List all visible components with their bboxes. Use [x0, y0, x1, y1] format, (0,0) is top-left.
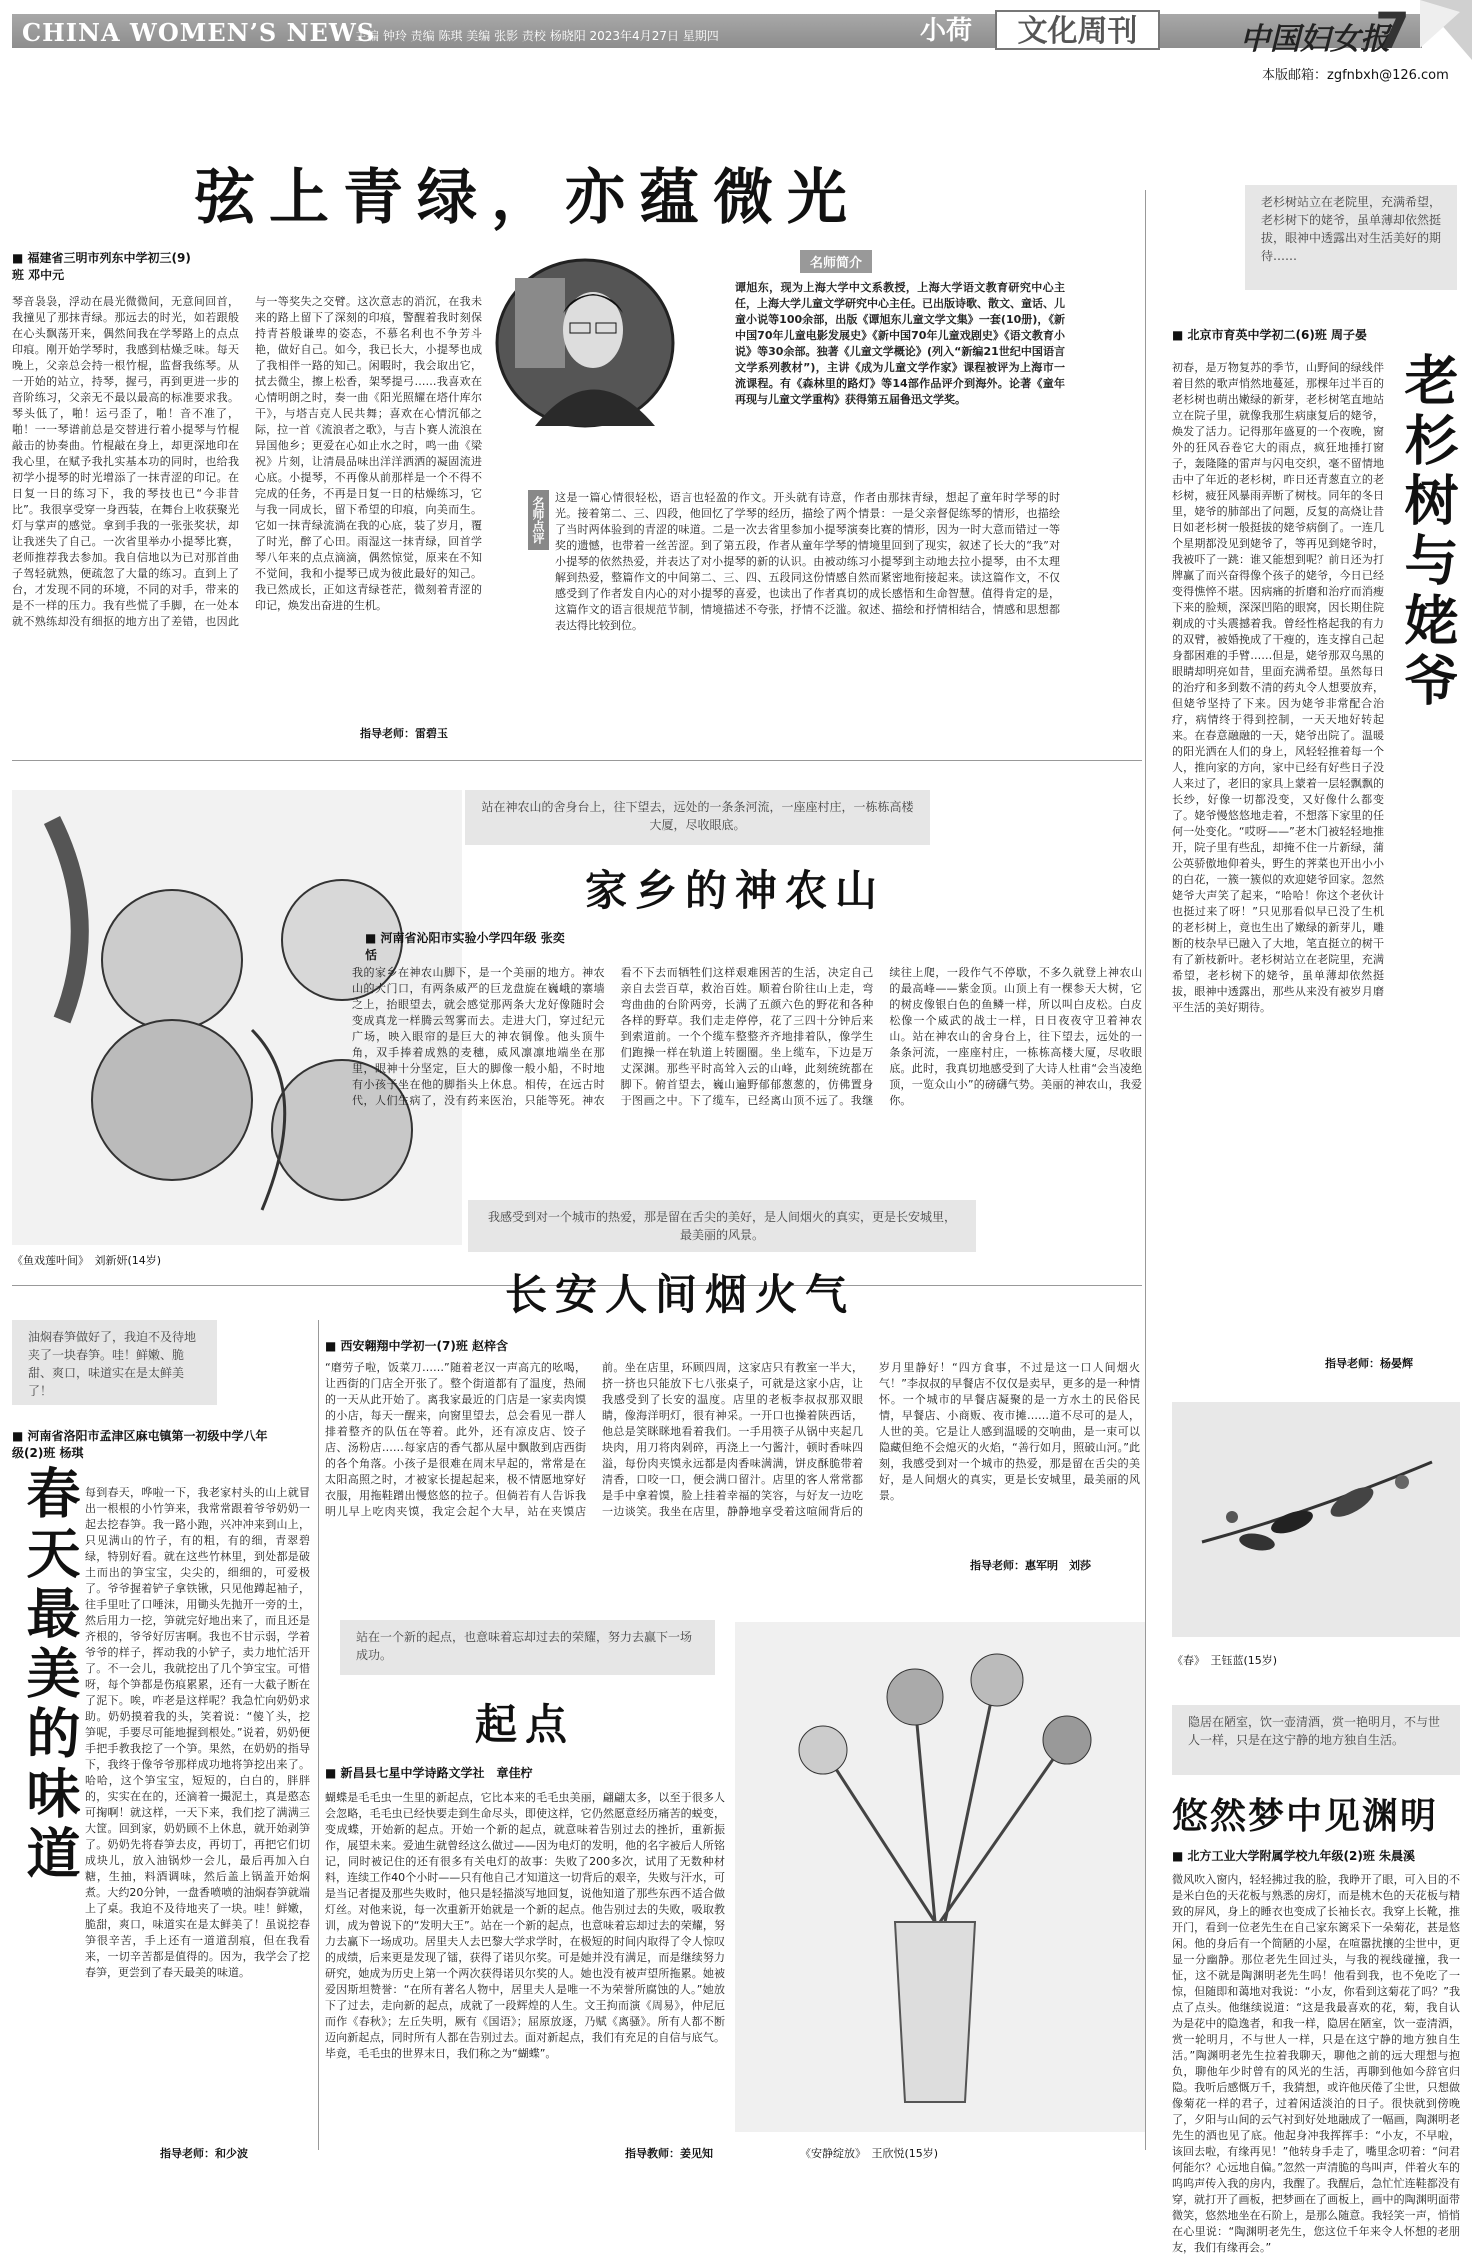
commentary-label: 名师点评 [528, 490, 549, 550]
chuntian-title: 春天最美的味道 [18, 1465, 82, 1885]
chuntian-quote: 油焖春笋做好了，我迫不及待地夹了一块春笋。哇！鲜嫩、脆甜、爽口，味道实在是太鲜美了！ [12, 1320, 217, 1405]
changan-teacher: 指导老师：惠军明 刘莎 [970, 1559, 1091, 1572]
corner-fold-icon [1420, 0, 1472, 60]
laoshan-body: 初春，是万物复苏的季节，山野间的绿线伴着目然的歌声悄然地蔓延，那棵年过半百的老杉树也萌出嫩绿的新芽，老杉树笔直地站立在院子里，就像我那生病康复后的姥爷，焕发了活力。记得那年盛夏的一个夜晚，窗外的狂风吞卷它大的雨点，疯狂地捶打窗子，轰隆隆的雷声与闪电交织，毫不留情地击中了年近的老杉树，昨日还青葱直立的老杉树，疲狂风暴雨弄断了树枝。同年的冬日里，姥爷的肺部出了问题，反复的高烧让昔日如老杉树一般挺拔的姥爷病倒了。一连几个星期都没见到姥爷了，等再见到姥爷时，我被吓了一跳：谁又能想到呢？前日还为打牌赢了而兴奋得像个孩子的姥爷，今日已经变得憔悴不堪。因病痛的折磨和治疗而消瘦下来的脸颊，深深凹陷的眼窝，因长期住院剃成的寸头震撼着我。曾经性格起我的有力的双臂，被婚挽成了干瘦的，连支撑自己起身都困难的手臂……但是，姥爷那双乌黑的眼睛却明亮如昔，里面充满希望。虽然每日的治疗和多到数不清的药丸令人想要放弃，但姥爷坚持了下来。因为姥爷非常配合治疗，病情终于得到控制，一天天地好转起来。在春意融融的一天，姥爷出院了。温暖的阳光洒在人们的身上，风轻轻推着每一个人，推向家的方向，家中已经有好些日子没人来过了，老旧的家具上蒙着一层轻飘飘的长纱，好像一切都没变，又好像什么都变了。姥爷慢悠悠地走着，不想落下家里的任何一处变化。“哎呀——”老木门被轻轻地推开，院子里有些乱，却掩不住一片新绿，蒲公英骄傲地仰着头，野生的荠菜也开出小小的白花，一簇一簇似的欢迎姥爷回家。忽然姥爷大声笑了起来，“哈哈！你这个老伙计也挺过来了呀！”只见那看似早已没了生机的老杉树上，竟也生出了嫩绿的新芽儿，雕断的枝杂早已融入了大地，笔直挺立的树干有了新枝新叶。老杉树站立在老院里，充满希望，老杉树下的姥爷，虽单薄却依然挺拔，眼神中透露出，那些从来没有被岁月磨平生活的美好期待。 [1172, 361, 1384, 1014]
article-title: 弦上青绿，亦蕴微光 [195, 163, 861, 233]
teacher-credit: 指导老师：雷碧玉 [360, 727, 448, 740]
changan-byline: ■ 西安翱翔中学初一(7)班 赵梓含 [325, 1339, 509, 1353]
painting-flowers-vase [735, 1622, 1145, 2132]
painting-spring [1172, 1402, 1460, 1637]
article-body: 琴音袅袅，浮动在晨光微微间，无意间回首，我撞见了那抹青绿。那远去的时光，如若跟般在心头飘荡开来，偶然间我在学琴路上的点点印痕。刚开始学琴时，我感到枯燥乏味。每天晚上，父亲总会持一根竹棍，监督我练琴。从一开始的站立，持琴，握弓，再到更进一步的音阶练习，父亲无不最以最高的标准要求我。琴头低了，啪！运弓歪了，啪！音不准了，啪！一一琴谱前总是交替进行着小提琴与竹棍敲击的协奏曲。竹棍敲在身上，却更深地印在我心里，在赋予我扎实基本功的同时，也给我初学小提琴的时光增添了一抹青涩的印记。在日复一日的练习下，我的琴技也已“今非昔比”。我很享受穿一身西装，在舞台上收获聚光灯与掌声的感觉。拿到手我的一张张奖状，却让我迷失了自己。一次省里举办小提琴比赛，老师推荐我去参加。我自信地以为已对那首曲子驾轻就熟，便疏忽了大量的练习。直到上了台，才发现不同的环境，不同的对手，带来的是不一样的压力。我有些慌了手脚，在一处本就不熟练却没有细抠的地方出了差错，也因此与一等奖失之交臂。这次意志的消沉，在我未来的路上留下了深刻的印痕，警醒着我时刻保持青苔般谦卑的姿态，不慕名利也不争芳斗艳，做好自己。如今，我已长大，小提琴也成了我相伴一路的知己。闲暇时，我会取出它，拭去微尘，擦上松香，架琴提弓……我喜欢在心情明朗之时，奏一曲《阳光照耀在塔什库尔干》，与塔吉克人民共舞；喜欢在心情沉郁之际，拉一首《流浪者之歌》，与吉卜赛人流浪在异国他乡；更爱在心如止水之时，鸣一曲《梁祝》片刻，让清晨品味出洋洋洒洒的凝固流进心底。小提琴，不再像从前那样是一个不得不完成的任务，不再是日复一日的枯燥练习，它与我一同成长，留下希望的印痕，向美而生。它如一抹青绿流淌在我的心底，装了岁月，覆了时光，醉了心田。雨湿这一抹青绿，回首学琴八年来的点点滴滴，偶然惊觉，原来在不知不觉间，我和小提琴已成为彼此最好的知己。我已然成长，正如这青绿苍茫，微刻着青涩的印记，焕发出奋进的生机。 [12, 295, 482, 628]
laoshan-title: 老杉树与姥爷 [1396, 352, 1460, 712]
shennong-title: 家乡的神农山 [585, 866, 886, 915]
chuntian-byline: ■ 河南省洛阳市孟津区麻屯镇第一初级中学八年级(2)班 杨琪 [12, 1429, 268, 1460]
shennong-byline: ■ 河南省沁阳市实验小学四年级 张奕恬 [365, 931, 565, 962]
changan-body: “磨劳子啦，饭菜刀……”随着老汉一声高亢的吆喝，让西街的门店全开张了。整个街道都有了温度，热闹的一天从此开始了。离我家最近的门店是一家卖肉馍的小店，每天一醒来，向窗里望去，总会看见一群人排着整齐的队伍在等着。此外，还有凉皮店、饺子店、汤粉店……每家店的香气都从屋中飘散到店西街的各个角落。小孩子是很难在周末早起的，常常是在太阳高照之时，才被家长提起起来，极不情愿地穿好衣服，用拖鞋蹭出慢悠悠的拉子。但倘若有人告诉我明儿早上吃肉夹馍，我定会起个大早，站在夹馍店前。坐在店里，环顾四周，这家店只有教室一半大，挤一挤也只能放下七八张桌子，可就是这家小店，让我感受到了长安的温度。店里的老板李叔叔那双眼睛，像海洋明灯，很有神采。一开口也操着陕西话，他总是笑眯眯地看着我们。一手用筷子从锅中夹起几块肉，用刀将肉剁碎，再浇上一勺酱汁，顿时香味四溢，每份肉夹馍永远都是肉香味满满，饼皮酥脆带着清香，口咬一口，便会满口留汁。店里的客人常常都是手中拿着馍，脸上挂着幸福的笑容，与好友一边吃一边谈笑。我坐在店里，静静地享受着这喧闹背后的岁月里静好！“四方食事，不过是这一口人间烟火气！”李叔叔的早餐店不仅仅是卖早，更多的是一种情怀。一个城市的早餐店凝聚的是一方水土的民俗民情，早餐店、小商贩、夜市摊……道不尽可的是人，人世的美。它是让人感到温暖的交响曲，是一束可以隐藏但绝不会熄灭的火焰，“善行如月，照破山河。”此刻，我感受到对一个城市的热爱，那是留在舌尖的美好，是人间烟火的真实，更是长安城里，最美丽的风景。 [325, 1361, 1140, 1518]
masthead-info: 主编 钟玲 责编 陈琪 美编 张影 责校 杨晓阳 2023年4月27日 星期四 [355, 29, 719, 43]
newspaper-name: CHINA WOMEN’S NEWS [22, 18, 376, 47]
qidian-quote: 站在一个新的起点，也意味着忘却过去的荣耀，努力去赢下一场成功。 [340, 1620, 715, 1675]
chuntian-teacher: 指导老师：和少波 [160, 2147, 248, 2160]
qidian-teacher: 指导教师：姜见知 [625, 2147, 713, 2160]
painting-caption: 《鱼戏莲叶间》 刘新妍(14岁) [12, 1254, 162, 1267]
section-title: 文化周刊 [995, 10, 1160, 50]
column-divider [1145, 190, 1146, 2150]
qidian-byline: ■ 新昌县七星中学诗路文学社 章佳柠 [325, 1766, 533, 1780]
masthead [0, 0, 1472, 62]
youran-body: 微风吹入窗内，轻轻拂过我的脸，我睁开了眼，可入目的不是米白色的天花板与熟悉的房灯，而是桃木色的天花板与精致的屏风，身上的睡衣也变成了长袖长衣。我穿上长靴，推开门，看到一位老先生在自己家东篱采下一朵菊花，甚是悠闲。他的身后有一个简陋的小屋，在喧嚣扰攘的尘世中，更显一分幽静。那位老先生回过头，与我的视线碰撞，我一怔，这不就是陶渊明老先生吗！他看到我，也不免吃了一惊，但随即和蔼地对我说：“小友，你看到这菊花了吗？”我点了点头。他继续说道：“这是我最喜欢的花，菊，我自认为是花中的隐逸者，和我一样，隐居在陋室，饮一壶清酒，赏一轮明月，不与世人一样，只是在这宁静的地方独自生活。”陶渊明老先生拉着我聊天，聊他之前的远大理想与抱负，聊他年少时曾有的风光的生活，再聊到他如今辞官归隐。我听后感慨万千，我猜想，或许他厌倦了尘世，只想做像菊花一样的君子，过着闲适淡泊的日子。很快就到傍晚了，夕阳与山间的云气衬到好处地融成了一幅画，陶渊明老先生的酒也见了底。他起身冲我挥挥手：“小友，不早啦，该回去啦，有缘再见！”他转身手走了，嘴里念叨着：“问君何能尔？心远地自偏。”忽然一声清脆的鸟叫声，伴着火车的呜呜声传入我的房内，我醒了。我醒后，急忙忙连鞋都没有穿，就打开了画板，把梦画在了画板上，画中的陶渊明面带微笑，悠然地坐在石阶上，是那么随意。我轻笑一声，悄悄在心里说：“陶渊明老先生，您这位千年来令人怀想的老朋友，我们有缘再会。” [1172, 1873, 1460, 2254]
changan-quote: 我感受到对一个城市的热爱，那是留在舌尖的美好，是人间烟火的真实，更是长安城里，最美丽的风景。 [468, 1200, 976, 1252]
teacher-intro: 谭旭东，现为上海大学中文系教授，上海大学语文教育研究中心主任，上海大学儿童文学研究中心主任。已出版诗歌、散文、童话、儿童小说等100余部，出版《谭旭东儿童文学文集》一套(10册)，《新中国70年儿童电影发展史》《新中国70年儿童戏剧史》《语文教育小说》等30余部。独著《儿童文学概论》(列入“新编21世纪中国语言文学系列教材”)，主讲《成为儿童文学作家》课程被评为上海市一流课程。有《森林里的路灯》等14部作品评介到海外。论著《童年再现与儿童文学重构》获得第五届鲁迅文学奖。 [735, 281, 1065, 406]
changan-title: 长安人间烟火气 [505, 1270, 856, 1319]
chuntian-body: 每到春天，哗啦一下，我老家村头的山上就冒出一根根的小竹笋来，我常常跟着爷爷奶奶一起去挖春笋。我一路小跑，兴冲冲来到山上，只见满山的竹子，有的粗，有的细，青翠碧绿，特别好看。就在这些竹林里，到处都是破土而出的笋宝宝，尖尖的，细细的，可爱极了。爷爷握着铲子拿铁锹，只见他蹲起袖子，往手里吐了口唾沫，用锄头先抛开一旁的土，然后用力一挖，笋就完好地出来了，而且还是齐根的，爷爷好厉害啊。我也不甘示弱，学着爷爷的样子，挥动我的小铲子，卖力地忙活开了。不一会儿，我就挖出了几个笋宝宝。可惜呀，每个笋都是伤痕累累，还有一大截子断在了泥下。唉，咋老是这样呢？我急忙向奶奶求助。奶奶摸着我的头，笑着说：“傻丫头，挖笋呢，手要尽可能地握到根处。”说着，奶奶便手把手教我挖了一个笋。果然，在奶奶的指导下，我终于像爷爷那样成功地将笋挖出来了。哈哈，这个笋宝宝，短短的，白白的，胖胖的，实实在在的，还滴着一撮泥土，真是憨态可掬啊！就这样，一天下来，我们挖了满满三大筐。回到家，奶奶顾不上休息，就开始剥笋了。奶奶先将春笋去皮，再切丁，再把它们切成块儿，放入油锅炒一会儿，最后再加入白糖，生抽，料酒调味，然后盖上锅盖开始焖煮。大约20分钟，一盘香喷喷的油焖春笋就端上了桌。我迫不及待地夹了一块。哇！鲜嫩，脆甜，爽口，味道实在是太鲜美了！虽说挖春笋很辛苦，手上还有一道道刮痕，但在我看来，一切辛苦都是值得的。因为，我学会了挖春笋，更尝到了春天最美的味道。 [85, 1486, 310, 1979]
youran-title: 悠然梦中见渊明 [1172, 1795, 1439, 1837]
row-divider [12, 760, 1142, 761]
shennong-body: 我的家乡在神农山脚下，是一个美丽的地方。神农山的大门口，有两条威严的巨龙盘旋在巍峨的寨墙之上，抬眼望去，就会感觉那两条大龙好像随时会变成真龙一样腾云驾雾而去。走进大门，穿过纪元广场，映入眼帘的是巨大的神农铜像。他头顶牛角，双手捧着成熟的麦穗，威风凛凛地端坐在那里，眼神十分坚定，巨大的脚像一般小船，不时地有小孩子坐在他的脚指头上休息。相传，在远古时代，人们生病了，没有药来医治，只能等死。神农看不下去而牺牲们这样艰难困苦的生活，决定自己亲自去尝百草，救治百姓。顺着台阶往山上走，弯弯曲曲的台阶两旁，长满了五颜六色的野花和各种各样的野草。我们走走停停，花了三四十分钟后来到索道前。一个个缆车整整齐齐地排着队，像学生们跑操一样在轨道上转圈圈。坐上缆车，下边是万丈深渊。那些平时高耸入云的山峰，此刻统统都在脚下。俯首望去，巍山遍野郁郁葱葱的，仿佛置身于图画之中。下了缆车，已经离山顶不远了。我继续往上爬，一段作气不停歇，不多久就登上神农山的最高峰——紫金顶。山顶上有一棵参天大树，它的树皮像银白色的鱼鳞一样，所以叫白皮松。白皮松像一个威武的战士一样，日日夜夜守卫着神农山。站在神农山的舍身台上，往下望去，远处的一条条河流，一座座村庄，一栋栋高楼大厦，尽收眼底。此时，我真切地感受到了大诗人杜甫“会当凌绝顶，一览众山小”的磅礴气势。美丽的神农山，我爱你。 [352, 966, 1142, 1107]
intro-label: 名师简介 [800, 250, 872, 273]
laoshan-quote: 老杉树站立在老院里，充满希望，老杉树下的姥爷，虽单薄却依然挺拔，眼神中透露出对生活美好的期待…… [1245, 185, 1457, 290]
laoshan-byline: ■ 北京市育英中学初二(6)班 周子晏 [1172, 328, 1368, 342]
youran-byline: ■ 北方工业大学附属学校九年级(2)班 朱晨溪 [1172, 1849, 1416, 1863]
author-portrait [495, 258, 675, 428]
brand-logo: 中国妇女报 [1240, 22, 1390, 57]
qidian-title: 起点 [475, 1700, 576, 1749]
column-divider-2 [318, 1320, 319, 2150]
youran-quote: 隐居在陋室，饮一壶清酒，赏一艳明月，不与世人一样，只是在这宁静的地方独自生活。 [1172, 1705, 1460, 1775]
laoshan-teacher: 指导老师：杨晏辉 [1325, 1357, 1413, 1370]
laoshan-caption: 《春》 王钰蓝(15岁) [1172, 1654, 1278, 1667]
article-byline: ■ 福建省三明市列东中学初三(9)班 邓中元 [12, 251, 191, 282]
page-number: 7 [1375, 2, 1410, 60]
shennong-quote: 站在神农山的舍身台上，往下望去，远处的一条条河流，一座座村庄，一栋栋高楼大厦，尽收眼底。 [465, 790, 930, 845]
commentary: 这是一篇心情很轻松，语言也轻盈的作文。开头就有诗意，作者由那抹青绿，想起了童年时学琴的时光。接着第二、三、四段，他回忆了学琴的经历，描绘了两个情景：一是父亲督促练琴的情形，也描绘了当时两体验到的青涩的味道。二是一次去省里参加小提琴演奏比赛的情形，因为一时大意而错过一等奖的遗憾，也带着一丝苦涩。到了第五段，作者从童年学琴的情境里回到了现实，叙述了长大的“我”对小提琴的依然热爱，并表达了对小提琴的新的认识。由被动练习小提琴到主动地去拉小提琴，由不太理解到热爱，整篇作文的中间第二、三、四、五段同这份情感自然而紧密地衔接起来。读这篇作文，不仅感受到了作者发自内心的对小提琴的喜爱，也读出了作者真切的成长感悟和生命智慧。值得肯定的是，这篇作文的语言很规范节制，情境描述不夸张，抒情不泛滥。叙述、描绘和抒情相结合，情感和思想都表达得比较到位。 [555, 491, 1060, 632]
qidian-body: 蝴蝶是毛毛虫一生里的新起点，它比本来的毛毛虫美丽，翩翩太多，以至于很多人会忽略，毛毛虫已经快要走到生命尽头，即使这样，它仍然愿意经历痛苦的蜕变，变成蝶，开始新的起点。开始一个新的起点，就意味着告别过去的挫折，重新振作，展望未来。爱迪生就曾经这么做过——因为电灯的发明，他的名字被后人所铭记，同时被记住的还有很多有关电灯的故事：失败了200多次，试用了无数种材料，连续工作40个小时——只有他自己才知道这一切背后的艰辛，失败与汗水，可是当记者提及那些失败时，他只是轻描淡写地回复，说他知道了那些东西不适合做灯丝。对他来说，每一次重新开始就是一个新的起点。他告别过去的失败，吸取教训，成为曾说下的“发明大王”。站在一个新的起点，也意味着忘却过去的荣耀，努力去赢下一场成功。居里夫人去巴黎大学求学时，在极短的时间内取得了令人惊叹的成绩，后来更是发现了镭，获得了诺贝尔奖。可是她并没有满足，而是继续努力研究，她成为历史上第一个两次获得诺贝尔奖的人。她也没有被声望所拖累。她被爱因斯坦赞誉：“在所有著名人物中，居里夫人是唯一不为荣誉所腐蚀的人。”她放下了过去，走向新的起点，成就了一段辉煌的人生。文王拘而演《周易》，仲尼厄而作《春秋》；左丘失明，厥有《国语》；屈原放逐，乃赋《离骚》。所有人都不断迈向新起点，同时所有人都在告别过去。面对新起点，我们有充足的自信与底气。毕竟，毛毛虫的世界末日，我们称之为“蝴蝶”。 [325, 1791, 725, 2060]
section-small: 小荷 [919, 16, 972, 46]
email-line: 本版邮箱：zgfnbxh@126.com [1262, 68, 1449, 83]
qidian-caption: 《安静绽放》 王欣悦(15岁) [800, 2147, 939, 2160]
